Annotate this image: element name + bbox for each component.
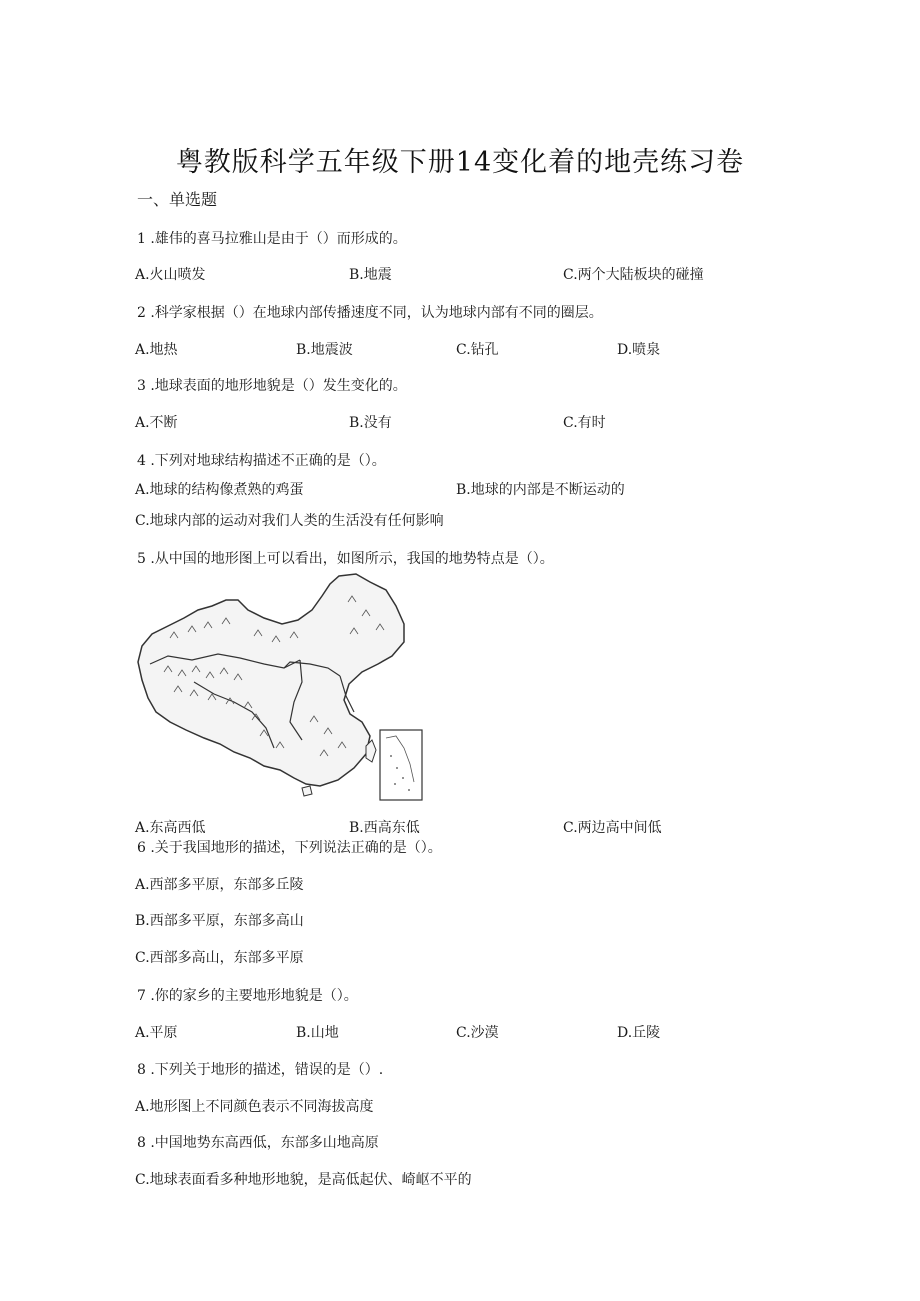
china-terrain-map-image bbox=[134, 572, 426, 804]
q7-option-c: C.沙漠 bbox=[456, 1025, 499, 1041]
q1-option-b: B.地震 bbox=[349, 267, 392, 283]
question-6: 6 .关于我国地形的描述，下列说法正确的是（）。 bbox=[137, 840, 442, 856]
q3-option-c: C.有时 bbox=[563, 415, 606, 431]
q1-option-c: C.两个大陆板块的碰撞 bbox=[563, 267, 704, 283]
q3-option-a: A.不断 bbox=[135, 415, 178, 431]
q8-option-a: A.地形图上不同颜色表示不同海拔高度 bbox=[135, 1099, 374, 1115]
q5-option-a: A.东高西低 bbox=[135, 820, 206, 836]
south-sea-inset bbox=[380, 730, 422, 800]
q5-option-c: C.两边高中间低 bbox=[563, 820, 662, 836]
q2-option-b: B.地震波 bbox=[296, 342, 353, 358]
question-1: 1 .雄伟的喜马拉雅山是由于（）而形成的。 bbox=[137, 231, 407, 247]
q8-option-c: C.地球表面看多种地形地貌，是高低起伏、崎岖不平的 bbox=[135, 1172, 472, 1188]
question-2: 2 .科学家根据（）在地球内部传播速度不同，认为地球内部有不同的圈层。 bbox=[137, 305, 603, 321]
section-heading: 一、单选题 bbox=[137, 190, 218, 209]
q1-option-a: A.火山喷发 bbox=[135, 267, 206, 283]
q2-option-d: D.喷泉 bbox=[617, 342, 661, 358]
q7-option-a: A.平原 bbox=[135, 1025, 178, 1041]
q2-option-c: C.钻孔 bbox=[456, 342, 499, 358]
q6-option-b: B.西部多平原，东部多高山 bbox=[135, 913, 304, 929]
q3-option-b: B.没有 bbox=[349, 415, 392, 431]
q6-option-a: A.西部多平原，东部多丘陵 bbox=[135, 877, 304, 893]
question-3: 3 .地球表面的地形地貌是（）发生变化的。 bbox=[137, 378, 407, 394]
q8-option-b: 8 .中国地势东高西低，东部多山地高原 bbox=[137, 1135, 379, 1151]
question-5: 5 .从中国的地形图上可以看出，如图所示，我国的地势特点是（）。 bbox=[137, 551, 554, 567]
q6-option-c: C.西部多高山，东部多平原 bbox=[135, 950, 304, 966]
q2-option-a: A.地热 bbox=[135, 342, 178, 358]
question-4: 4 .下列对地球结构描述不正确的是（）。 bbox=[137, 453, 386, 469]
page-title: 粤教版科学五年级下册14变化着的地壳练习卷 bbox=[175, 147, 745, 178]
q4-option-c: C.地球内部的运动对我们人类的生活没有任何影响 bbox=[135, 513, 444, 529]
q7-option-d: D.丘陵 bbox=[617, 1025, 661, 1041]
q4-option-b: B.地球的内部是不断运动的 bbox=[456, 482, 625, 498]
question-8: 8 .下列关于地形的描述，错误的是（）. bbox=[137, 1062, 384, 1078]
china-outline bbox=[138, 574, 404, 786]
question-7: 7 .你的家乡的主要地形地貌是（）。 bbox=[137, 988, 358, 1004]
q4-option-a: A.地球的结构像煮熟的鸡蛋 bbox=[135, 482, 304, 498]
q5-option-b: B.西高东低 bbox=[349, 820, 420, 836]
q7-option-b: B.山地 bbox=[296, 1025, 339, 1041]
